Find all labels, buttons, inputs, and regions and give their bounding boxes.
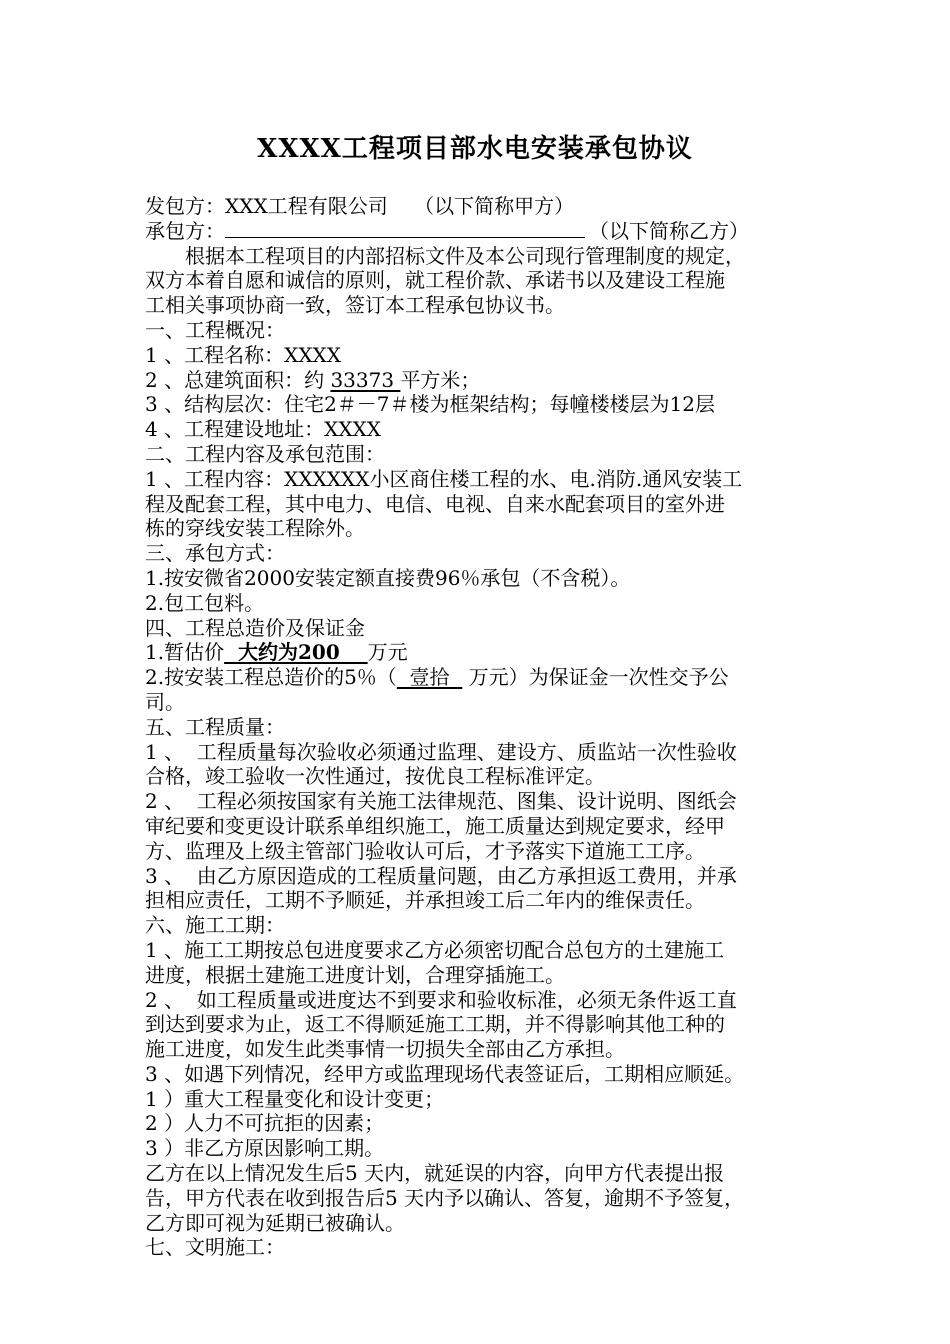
paragraph-line: 程及配套工程，其中电力、电信、电视、自来水配套项目的室外进	[145, 491, 725, 516]
paragraph-line: 告，甲方代表在收到报告后5 天内予以确认、答复，逾期不予签复，	[145, 1185, 745, 1210]
paragraph-line: 3 、如遇下列情况，经甲方或监理现场代表签证后，工期相应顺延。	[145, 1061, 745, 1086]
paragraph-line: 2.包工包料。	[145, 590, 265, 615]
paragraph-line: 进度，根据土建施工进度计划，合理穿插施工。	[145, 962, 565, 987]
section-heading: 三、承包方式：	[145, 541, 285, 566]
estimated-price	[145, 640, 807, 665]
paragraph-line: 合格，竣工验收一次性通过，按优良工程标准评定。	[145, 764, 605, 789]
paragraph-line: 司。	[145, 689, 185, 714]
section-heading: 六、施工工期：	[145, 913, 285, 938]
party-a-line: 发包方：XXX工程有限公司 （以下简称甲方）	[145, 194, 575, 218]
area-value: 33373	[330, 367, 401, 392]
structure-levels: 3 、结构层次：住宅2＃－7＃楼为框架结构；每幢楼楼层为12层	[145, 392, 715, 417]
party-b-suffix: （以下简称乙方）	[589, 218, 749, 243]
party-b-blank	[225, 219, 585, 238]
area-unit: 平方米；	[400, 367, 481, 392]
paragraph-line: 乙方即可视为延期已被确认。	[145, 1210, 405, 1235]
paragraph-line: 2 、 工程必须按国家有关施工法律规范、图集、设计说明、图纸会	[145, 789, 737, 814]
project-name: 1 、工程名称：XXXX	[145, 342, 342, 367]
party-b-label: 承包方：	[145, 218, 225, 243]
paragraph-line: 1 ）重大工程量变化和设计变更；	[145, 1086, 445, 1111]
paragraph-line: 乙方在以上情况发生后5 天内，就延误的内容，向甲方代表提出报	[145, 1161, 725, 1186]
paragraph-line: 施工进度，如发生此类事情一切损失全部由乙方承担。	[145, 1037, 625, 1062]
party-b-line	[145, 219, 807, 244]
deposit-label: 2.按安装工程总造价的5％（	[145, 665, 397, 690]
paragraph-line: 栋的穿线安装工程除外。	[145, 516, 365, 541]
paragraph-line: 担相应责任，工期不予顺延，并承担竣工后二年内的维保责任。	[145, 888, 705, 913]
paragraph-line: 3 ）非乙方原因影响工期。	[145, 1136, 385, 1161]
project-address: 4 、工程建设地址：XXXX	[145, 417, 382, 442]
deposit-text: 万元）为保证金一次性交予公	[462, 665, 729, 690]
paragraph-line: 3 、 由乙方原因造成的工程质量问题，由乙方承担返工费用，并承	[145, 863, 737, 888]
section-heading: 七、文明施工：	[145, 1235, 285, 1260]
price-unit: 万元	[367, 640, 408, 665]
paragraph-line: 方、监理及上级主管部门验收认可后，才予落实下道施工工序。	[145, 838, 705, 863]
document-title: XXXX工程项目部水电安装承包协议	[257, 134, 693, 164]
paragraph-line: 到达到要求为止，返工不得顺延施工工期，并不得影响其他工种的	[145, 1012, 725, 1037]
deposit-line	[145, 665, 807, 690]
paragraph-line: 1.按安微省2000安装定额直接费96％承包（不含税）。	[145, 565, 631, 590]
paragraph-line: 1 、工程内容：XXXXXX小区商住楼工程的水、电.消防.通风安装工	[145, 466, 743, 491]
intro-line: 双方本着自愿和诚信的原则，就工程价款、承诺书以及建设工程施	[145, 268, 725, 293]
section-heading: 二、工程内容及承包范围：	[145, 441, 385, 466]
paragraph-line: 1 、施工工期按总包进度要求乙方必须密切配合总包方的土建施工	[145, 937, 725, 962]
section-heading: 四、工程总造价及保证金	[145, 615, 365, 640]
intro-line: 工相关事项协商一致，签订本工程承包协议书。	[145, 293, 565, 318]
paragraph-line: 2 ）人力不可抗拒的因素；	[145, 1111, 385, 1136]
section-heading: 一、工程概况：	[145, 317, 285, 342]
area-label: 2 、总建筑面积：约	[145, 367, 331, 392]
building-area	[145, 368, 807, 393]
document-body	[145, 194, 807, 1260]
paragraph-line: 审纪要和变更设计联系单组织施工，施工质量达到规定要求，经甲	[145, 813, 725, 838]
price-label: 1.暂估价	[145, 640, 225, 665]
paragraph-line: 2 、 如工程质量或进度达不到要求和验收标准，必须无条件返工直	[145, 987, 737, 1012]
section-heading: 五、工程质量：	[145, 714, 285, 739]
deposit-value: 壹拾	[396, 665, 463, 690]
intro-line: 根据本工程项目的内部招标文件及本公司现行管理制度的规定，	[185, 243, 745, 268]
price-value: 大约为200	[224, 640, 368, 665]
paragraph-line: 1 、 工程质量每次验收必须通过监理、建设方、质监站一次性验收	[145, 739, 737, 764]
